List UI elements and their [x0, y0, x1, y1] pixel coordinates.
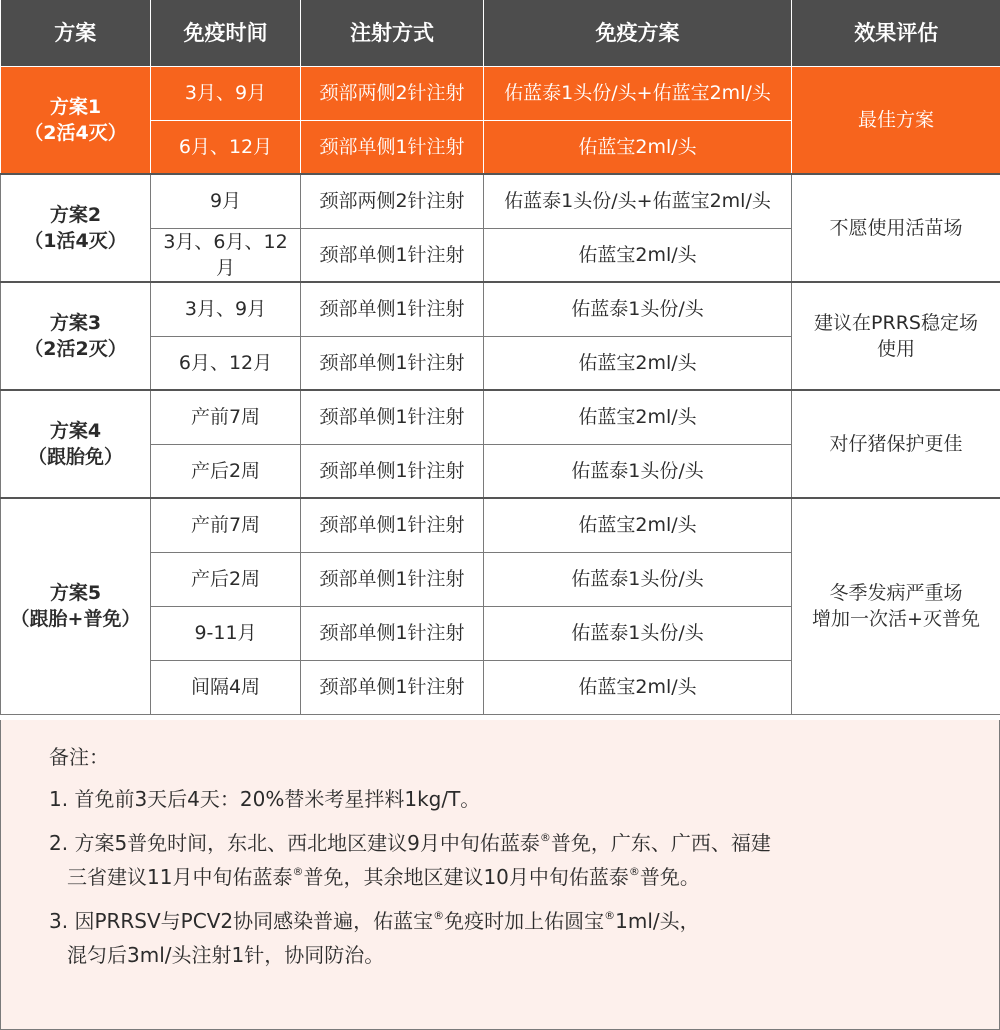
plan-name: 方案5: [49, 582, 102, 605]
plan-sub: （2活4灭）: [24, 121, 127, 144]
effect-cell: 不愿使用活苗场: [792, 174, 1000, 282]
method-cell: 颈部单侧1针注射: [301, 228, 484, 282]
note-1: 1. 首免前3天后4天：20%替米考星拌料1kg/T。: [49, 787, 481, 811]
time-cell: 3月、9月: [151, 66, 301, 120]
time-cell: 产前7周: [151, 498, 301, 552]
method-cell: 颈部单侧1针注射: [301, 444, 484, 498]
note-text: 三省建议11月中旬佑蓝泰: [67, 865, 293, 889]
method-cell: 颈部单侧1针注射: [301, 498, 484, 552]
registered-mark: ®: [292, 865, 304, 878]
note-text: 普免，广东、广西、福建: [550, 831, 771, 855]
registered-mark: ®: [604, 909, 616, 922]
time-cell: 产前7周: [151, 390, 301, 444]
note-text: 3. 因PRRSV与PCV2协同感染普遍，佑蓝宝: [49, 909, 434, 933]
plan-name: 方案2: [49, 204, 102, 226]
effect-cell: 最佳方案: [792, 66, 1000, 174]
note-text: 2. 方案5普免时间，东北、西北地区建议9月中旬佑蓝泰: [49, 831, 540, 855]
effect-line: 建议在PRRS稳定场: [814, 312, 978, 334]
plan-name-cell: [1, 174, 151, 282]
plan-name: 方案1: [49, 95, 102, 118]
header-time: 免疫时间: [151, 0, 301, 66]
method-cell: 颈部单侧1针注射: [301, 390, 484, 444]
note-3: [49, 904, 999, 972]
note-2: [49, 826, 999, 894]
scheme-cell: 佑蓝宝2ml/头: [484, 390, 792, 444]
scheme-cell: 佑蓝宝2ml/头: [484, 120, 792, 174]
time-cell: 间隔4周: [151, 660, 301, 714]
note-text: 普免，其余地区建议10月中旬佑蓝泰: [303, 865, 629, 889]
plan-sub: （跟胎免）: [27, 446, 123, 468]
effect-cell: [792, 498, 1000, 714]
scheme-cell: 佑蓝泰1头份/头+佑蓝宝2ml/头: [484, 174, 792, 228]
scheme-cell: 佑蓝泰1头份/头+佑蓝宝2ml/头: [484, 66, 792, 120]
plan-sub: （1活4灭）: [24, 230, 127, 252]
notes-section: [0, 720, 1000, 1030]
time-cell: 3月、6月、12月: [151, 228, 301, 282]
method-cell: 颈部两侧2针注射: [301, 66, 484, 120]
time-cell: 产后2周: [151, 444, 301, 498]
plan-name-cell: [1, 498, 151, 714]
table-row: [1, 174, 1000, 228]
table-row: [1, 390, 1000, 444]
registered-mark: ®: [628, 865, 640, 878]
table-header-row: [1, 0, 1000, 66]
notes-title: 备注：: [49, 745, 109, 769]
time-cell: 9月: [151, 174, 301, 228]
note-2-line-2: [49, 860, 999, 894]
plan-name: 方案4: [49, 420, 102, 442]
note-3-line-1: [49, 904, 999, 938]
note-2-line-1: [49, 826, 999, 860]
header-method: 注射方式: [301, 0, 484, 66]
note-text: 免疫时加上佑圆宝: [444, 909, 605, 933]
plan-name-cell: [1, 282, 151, 390]
method-cell: 颈部单侧1针注射: [301, 606, 484, 660]
scheme-cell: 佑蓝泰1头份/头: [484, 606, 792, 660]
effect-line: 冬季发病严重场: [829, 582, 963, 605]
method-cell: 颈部两侧2针注射: [301, 174, 484, 228]
plan-name: 方案3: [49, 312, 102, 334]
scheme-cell: 佑蓝宝2ml/头: [484, 660, 792, 714]
effect-cell: 对仔猪保护更佳: [792, 390, 1000, 498]
time-cell: 9-11月: [151, 606, 301, 660]
table-row: [1, 282, 1000, 336]
note-3-line-2: 混匀后3ml/头注射1针，协同防治。: [67, 943, 385, 967]
plan-sub: （2活2灭）: [24, 338, 127, 360]
table-row: [1, 66, 1000, 120]
effect-cell: [792, 282, 1000, 390]
method-cell: 颈部单侧1针注射: [301, 120, 484, 174]
time-cell: 产后2周: [151, 552, 301, 606]
method-cell: 颈部单侧1针注射: [301, 336, 484, 390]
scheme-cell: 佑蓝泰1头份/头: [484, 552, 792, 606]
header-effect: 效果评估: [792, 0, 1000, 66]
time-cell: 6月、12月: [151, 120, 301, 174]
header-scheme: 免疫方案: [484, 0, 792, 66]
scheme-cell: 佑蓝泰1头份/头: [484, 444, 792, 498]
time-cell: 3月、9月: [151, 282, 301, 336]
note-text: 普免。: [639, 865, 700, 889]
method-cell: 颈部单侧1针注射: [301, 282, 484, 336]
scheme-cell: 佑蓝宝2ml/头: [484, 336, 792, 390]
effect-line: 增加一次活+灭普免: [812, 608, 980, 631]
note-text: 1ml/头，: [615, 909, 700, 933]
method-cell: 颈部单侧1针注射: [301, 552, 484, 606]
scheme-cell: 佑蓝泰1头份/头: [484, 282, 792, 336]
registered-mark: ®: [433, 909, 445, 922]
table-row: [1, 498, 1000, 552]
registered-mark: ®: [539, 831, 551, 844]
plan-name-cell: [1, 66, 151, 174]
time-cell: 6月、12月: [151, 336, 301, 390]
scheme-cell: 佑蓝宝2ml/头: [484, 228, 792, 282]
effect-line: 使用: [876, 338, 915, 360]
plan-sub: （跟胎+普免）: [10, 608, 141, 631]
plan-name-cell: [1, 390, 151, 498]
scheme-cell: 佑蓝宝2ml/头: [484, 498, 792, 552]
header-plan: 方案: [1, 0, 151, 66]
method-cell: 颈部单侧1针注射: [301, 660, 484, 714]
